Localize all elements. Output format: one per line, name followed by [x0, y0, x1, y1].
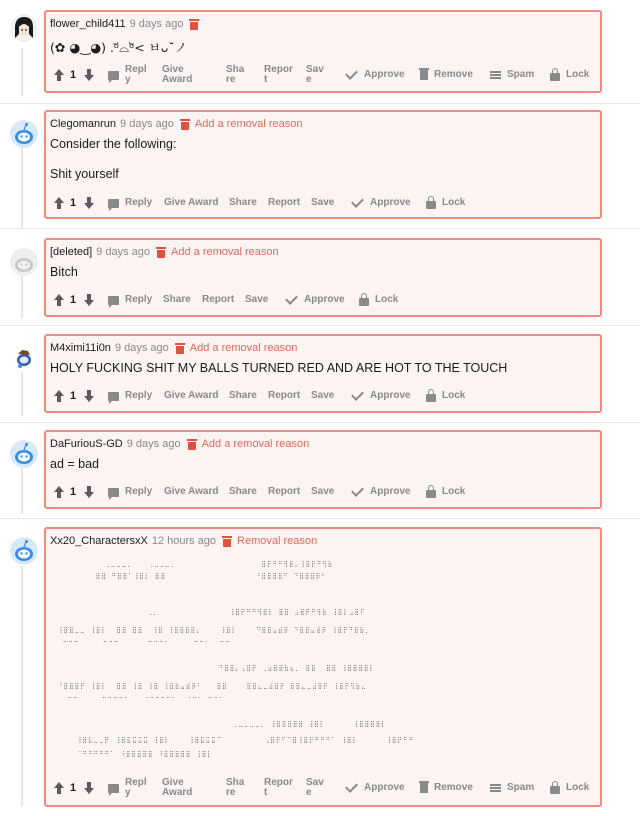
vote-score: 1 [70, 486, 77, 498]
share-button[interactable]: Share [226, 777, 245, 798]
lock-icon [359, 298, 369, 306]
trash-icon[interactable] [187, 439, 197, 450]
comment-card [44, 238, 602, 317]
chat-icon [108, 488, 119, 497]
give-award-button[interactable]: Give Award [162, 777, 193, 798]
remove-button[interactable]: Remove [420, 65, 473, 85]
ascii-art-line: ⢀⡀ ⢸⣿⡟⠛⠛⢻⣿⡇ ⣿⣿ ⣠⣿⡟⠛⢻⣷ ⢸⣿⡇⣠⣿⠏ [58, 609, 366, 616]
report-button[interactable]: Report [264, 777, 293, 798]
lock-button[interactable]: Lock [550, 778, 589, 798]
comment-meta [50, 18, 199, 30]
comment-body-line: Consider the following: [50, 137, 177, 151]
chat-icon [108, 199, 119, 208]
reply-button[interactable]: Reply [108, 290, 152, 310]
comment-meta [50, 535, 317, 547]
comment-actions [50, 290, 600, 310]
comment-meta [50, 342, 297, 354]
comment-body: HOLY FUCKING SHIT MY BALLS TURNED RED AND ARE HOT TO THE TOUCH [50, 361, 508, 375]
comment-body: Bitch [50, 265, 78, 279]
spam-icon [490, 784, 501, 793]
snoo-avatar-icon [10, 537, 38, 565]
report-button[interactable]: Report [268, 390, 301, 401]
check-icon [351, 388, 364, 401]
vote-score: 1 [70, 294, 77, 306]
comment-username: [deleted] [50, 246, 93, 258]
comment-separator [0, 325, 640, 326]
thread-line[interactable] [21, 370, 23, 416]
report-button[interactable]: Report [268, 486, 301, 497]
ascii-art-line: ⠙⣿⣿⡄⢠⣿⡟ ⢀⣴⣿⣿⣷⣦⡀ ⣿⣿ ⣿⣿ ⢸⣿⣿⣿⣿⡇ [58, 665, 376, 672]
check-icon [351, 484, 364, 497]
ascii-art-line: ⠈⠛⠛⠛⠛⠛⠁ ⠸⣿⣿⣿⣿⣿ ⠸⣿⣿⣿⣿⣿ ⢸⣿⡇ [58, 751, 213, 758]
lock-icon [550, 786, 560, 794]
anime-avatar-icon [10, 14, 38, 42]
vote-score: 1 [70, 782, 77, 794]
add-removal-reason-link[interactable]: Add a removal reason [201, 438, 310, 450]
give-award-button[interactable]: Give Award [164, 486, 219, 497]
ascii-art-line: ⢸⣿⣿⣀⣀ ⢸⣿⡇ ⣿⣿ ⣿⣿ ⢸⣿ ⢸⣿⣿⣿⣿⡄ ⢸⣿⡇ ⠙⣿⣿⣤⣾⡿ ⠙⣿⣿⣤⣾⡿ ⢸⣿⡟⠙⣿⣷⡀ [58, 627, 371, 634]
check-icon [345, 67, 358, 80]
give-award-button[interactable]: Give Award [162, 64, 193, 85]
reply-button[interactable]: Reply [108, 778, 149, 798]
trash-icon [420, 783, 428, 793]
comment-body: (✿ ◕‿◕) .ᵒ᷄⌓ᵒ᷅< ㅂᴗ˘ノ [50, 40, 188, 55]
report-button[interactable]: Report [202, 294, 235, 305]
reply-button[interactable]: Reply [108, 65, 149, 85]
share-button[interactable]: Share [229, 197, 257, 208]
comment-username[interactable]: Xx20_CharactersxX [50, 535, 148, 547]
ascii-art-line: ⠘⣿⣿⣿⡟ ⢸⣿⡇ ⣿⣿ ⢸⣿ ⢸⣿ ⢸⣿⣷⣤⣾⡿⠃ ⣿⣿ ⣿⣿⣄⣀⣼⣿⡟ ⣿⣿⣄⣀⣼⣿⡟ ⢸⣿⡟⢻⣷⣄ [58, 683, 367, 690]
comment-actions [50, 386, 600, 406]
user-avatar[interactable] [10, 14, 38, 42]
add-removal-reason-link[interactable]: Add a removal reason [194, 118, 303, 130]
lock-button[interactable]: Lock [426, 386, 465, 406]
downvote-icon[interactable] [84, 386, 94, 406]
chat-icon [108, 296, 119, 305]
ascii-art-line: ⠉⠉ ⠉⠉⠉⠉⠁ ⠈⠉⠉⠉⠉⠁ ⠈⠉⠁ ⠉⠉⠁ [58, 697, 225, 704]
downvote-icon[interactable] [84, 482, 94, 502]
save-button[interactable]: Save [311, 390, 335, 401]
chat-icon [108, 71, 119, 80]
share-button[interactable]: Share [229, 390, 257, 401]
spam-button[interactable]: Spam [490, 65, 534, 85]
user-avatar[interactable] [10, 248, 38, 276]
user-avatar[interactable] [10, 120, 38, 148]
save-button[interactable]: Save [311, 486, 335, 497]
snoo-avatar-icon [10, 440, 38, 468]
upvote-icon[interactable] [54, 482, 64, 502]
upvote-icon[interactable] [54, 778, 64, 798]
removal-reason-link[interactable]: Removal reason [237, 535, 318, 547]
vote-score: 1 [70, 69, 77, 81]
trash-icon[interactable] [156, 247, 166, 258]
comment-separator [0, 103, 640, 104]
comment-timestamp[interactable]: 9 days ago [96, 246, 151, 258]
comment-card [44, 430, 602, 509]
vote-score: 1 [70, 197, 77, 209]
comment-actions [50, 65, 600, 85]
share-button[interactable]: Share [226, 64, 245, 85]
check-icon [285, 292, 298, 305]
trash-icon[interactable] [189, 19, 199, 30]
lock-icon [426, 201, 436, 209]
downvote-icon[interactable] [84, 290, 94, 310]
report-button[interactable]: Report [268, 197, 301, 208]
upvote-icon[interactable] [54, 65, 64, 85]
comment-meta [50, 438, 309, 450]
downvote-icon[interactable] [84, 193, 94, 213]
upvote-icon[interactable] [54, 290, 64, 310]
comment-separator [0, 518, 640, 519]
approve-button[interactable]: Approve [352, 193, 411, 213]
thread-line[interactable] [21, 48, 23, 96]
comment-timestamp[interactable]: 9 days ago [129, 18, 184, 30]
thread-line[interactable] [21, 146, 23, 228]
trash-icon [420, 70, 428, 80]
remove-button[interactable]: Remove [420, 778, 473, 798]
ascii-art-line: ⢀⣀⣀⣀⣀⡀ ⢸⣿⣿⣿⣿⣿ ⢸⣿⡇ ⢸⣿⣿⣿⣿⡇ [58, 721, 387, 728]
save-button[interactable]: Save [306, 64, 324, 85]
user-avatar[interactable] [10, 440, 38, 468]
comment-timestamp[interactable]: 9 days ago [126, 438, 181, 450]
add-removal-reason-link[interactable]: Add a removal reason [171, 246, 279, 258]
comment-separator [0, 228, 640, 229]
comment-actions [50, 778, 600, 798]
ascii-art-line: ⢸⣿⣧⣀⣀⡟⠀⢸⣿⣯⣭⣭⣭ ⢸⣿⡇ ⢸⣿⣯⣭⣭⠉ ⢠⣿⡟⠋⠉⣿⢸⣿⡟⠛⠛⠛⠁ ⢸⣿⡇ ⢸⣿⡟⠛⠛ [58, 737, 414, 744]
reply-button[interactable]: Reply [108, 386, 152, 406]
lock-button[interactable]: Lock [359, 290, 398, 310]
chat-icon [108, 784, 119, 793]
snoo-avatar-icon [10, 120, 38, 148]
lock-icon [550, 73, 560, 81]
user-avatar[interactable] [10, 537, 38, 565]
comment-card [44, 527, 602, 807]
save-button[interactable]: Save [306, 777, 324, 798]
comment-timestamp[interactable]: 9 days ago [120, 118, 174, 130]
ascii-art-line: ⢀⣀⣀⣀⡀⠀⠀ ⢀⣀⣀⣀⡀ ⣿⡟⠛⠛⢻⣿⡄⢸⣿⡟⠛⢻⣷ [58, 561, 334, 568]
comment-card [44, 110, 602, 219]
approve-button[interactable]: Approve [352, 386, 411, 406]
chat-icon [108, 392, 119, 401]
trash-icon[interactable] [180, 119, 190, 130]
trash-icon[interactable] [222, 536, 232, 547]
comment-card [44, 334, 602, 413]
custom-avatar-icon [10, 344, 38, 372]
comment-actions [50, 482, 600, 502]
comment-timestamp[interactable]: 9 days ago [114, 342, 169, 354]
thread-line[interactable] [21, 468, 23, 514]
comment-card [44, 10, 602, 93]
comment-body: ad = bad [50, 457, 100, 471]
user-avatar[interactable] [10, 344, 38, 372]
lock-button[interactable]: Lock [426, 482, 465, 502]
reply-button[interactable]: Reply [108, 193, 152, 213]
comment-body-line: Shit yourself [50, 167, 119, 181]
trash-icon[interactable] [175, 343, 185, 354]
lock-button[interactable]: Lock [550, 65, 589, 85]
thread-line[interactable] [21, 274, 23, 318]
approve-button[interactable]: Approve [352, 482, 411, 502]
approve-button[interactable]: Approve [346, 778, 405, 798]
vote-score: 1 [70, 390, 77, 402]
give-award-button[interactable]: Give Award [164, 390, 219, 401]
comment-username[interactable]: flower_child411 [50, 18, 126, 30]
add-removal-reason-link[interactable]: Add a removal reason [189, 342, 298, 354]
reply-button[interactable]: Reply [108, 482, 152, 502]
comment-separator [0, 422, 640, 423]
check-icon [351, 195, 364, 208]
share-button[interactable]: Share [229, 486, 257, 497]
ascii-art-line: ⠉⠉⠉ ⠉⠉⠉ ⠉⠉⠉⠁ ⠉⠉⠁ ⠉⠉ [58, 641, 231, 648]
comment-username[interactable]: Clegomanrun [50, 118, 117, 130]
approve-button[interactable]: Approve [346, 65, 405, 85]
comment-meta [50, 246, 279, 258]
save-button[interactable]: Save [245, 294, 269, 305]
lock-icon [426, 490, 436, 498]
comment-actions [50, 193, 600, 213]
share-button[interactable]: Share [163, 294, 191, 305]
comment-meta [50, 118, 303, 130]
upvote-icon[interactable] [54, 386, 64, 406]
lock-icon [426, 394, 436, 402]
downvote-icon[interactable] [84, 778, 94, 798]
ascii-art-line: ⣿⣿ ⠛⣿⣿⠁⢸⣿⡇ ⣿⣿ ⠘⣿⣿⣿⣿⠋ ⠙⣿⣿⣿⡿⠃ [58, 573, 327, 580]
approve-button[interactable]: Approve [286, 290, 345, 310]
comment-username[interactable]: M4ximi11i0n [50, 342, 111, 354]
comment-username[interactable]: DaFuriouS-GD [50, 438, 123, 450]
thread-line[interactable] [21, 566, 23, 806]
report-button[interactable]: Report [264, 64, 293, 85]
spam-icon [490, 71, 501, 80]
downvote-icon[interactable] [84, 65, 94, 85]
check-icon [345, 780, 358, 793]
spam-button[interactable]: Spam [490, 778, 534, 798]
lock-button[interactable]: Lock [426, 193, 465, 213]
give-award-button[interactable]: Give Award [164, 197, 219, 208]
upvote-icon[interactable] [54, 193, 64, 213]
save-button[interactable]: Save [311, 197, 335, 208]
comment-timestamp[interactable]: 12 hours ago [151, 535, 217, 547]
deleted-user-icon [10, 248, 38, 276]
